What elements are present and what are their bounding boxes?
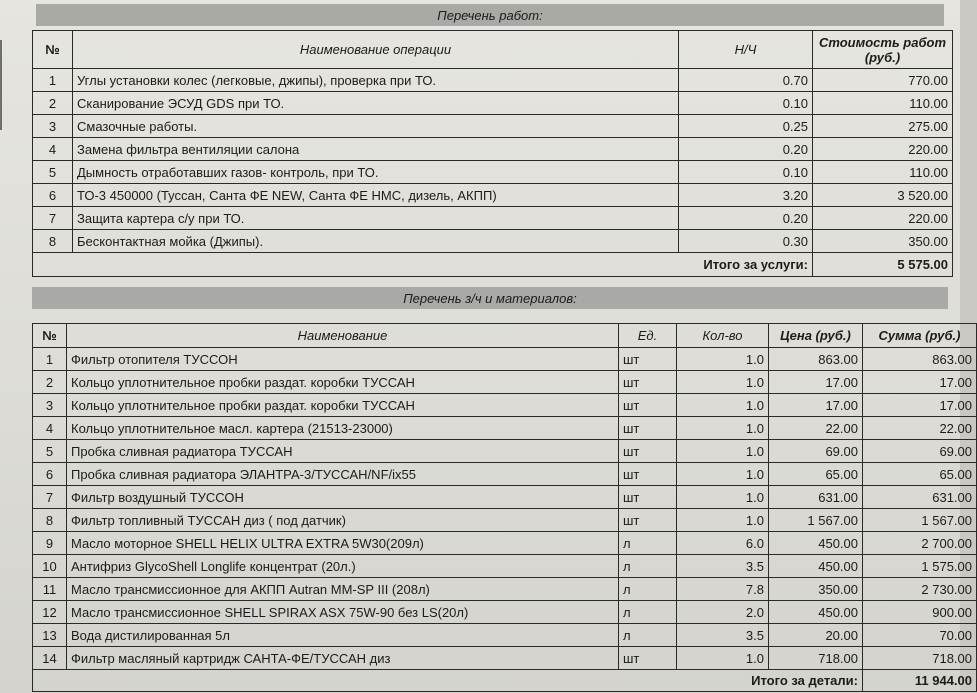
parts-row-name: Масло трансмиссионное для АКПП Autran MM-SP III (208л) xyxy=(67,578,619,601)
parts-row-unit: л xyxy=(619,578,677,601)
parts-row-price: 863.00 xyxy=(769,348,863,371)
parts-row-name: Кольцо уплотнительное масл. картера (21513-23000) xyxy=(67,417,619,440)
parts-row-num: 10 xyxy=(33,555,67,578)
parts-row-sum: 900.00 xyxy=(863,601,977,624)
parts-header-name: Наименование xyxy=(67,324,619,348)
works-row-num: 8 xyxy=(33,230,73,253)
parts-row xyxy=(33,371,977,394)
works-header-num: № xyxy=(33,31,73,69)
parts-row-num: 13 xyxy=(33,624,67,647)
works-row-cost: 110.00 xyxy=(813,92,953,115)
works-row-name: Дымность отработавших газов- контроль, при ТО. xyxy=(73,161,679,184)
parts-row-qty: 3.5 xyxy=(677,555,769,578)
parts-row xyxy=(33,394,977,417)
parts-row-unit: шт xyxy=(619,486,677,509)
works-row xyxy=(33,230,953,253)
parts-row-name: Фильтр воздушный ТУССОН xyxy=(67,486,619,509)
parts-row-qty: 1.0 xyxy=(677,463,769,486)
works-row-num: 3 xyxy=(33,115,73,138)
works-header-hours: Н/Ч xyxy=(679,31,813,69)
parts-row xyxy=(33,555,977,578)
parts-row-num: 8 xyxy=(33,509,67,532)
parts-row-unit: шт xyxy=(619,647,677,670)
parts-row-num: 2 xyxy=(33,371,67,394)
parts-row xyxy=(33,348,977,371)
works-row-cost: 275.00 xyxy=(813,115,953,138)
works-row xyxy=(33,207,953,230)
parts-row xyxy=(33,624,977,647)
parts-header-unit: Ед. xyxy=(619,324,677,348)
works-row-cost: 770.00 xyxy=(813,69,953,92)
parts-row-sum: 22.00 xyxy=(863,417,977,440)
parts-row-unit: шт xyxy=(619,463,677,486)
works-section-title xyxy=(36,4,944,26)
parts-row-num: 9 xyxy=(33,532,67,555)
parts-header-price: Цена (руб.) xyxy=(769,324,863,348)
parts-row-price: 22.00 xyxy=(769,417,863,440)
works-row-hours: 0.10 xyxy=(679,92,813,115)
page-edge-marks xyxy=(0,40,8,130)
parts-row-name: Фильтр топливный ТУССАН диз ( под датчик) xyxy=(67,509,619,532)
parts-header-qty: Кол-во xyxy=(677,324,769,348)
works-row-num: 5 xyxy=(33,161,73,184)
works-row-hours: 0.20 xyxy=(679,138,813,161)
parts-row xyxy=(33,647,977,670)
parts-row xyxy=(33,532,977,555)
parts-row-num: 6 xyxy=(33,463,67,486)
works-row xyxy=(33,115,953,138)
works-row-hours: 0.30 xyxy=(679,230,813,253)
parts-row-sum: 69.00 xyxy=(863,440,977,463)
parts-row-qty: 1.0 xyxy=(677,440,769,463)
parts-row-price: 69.00 xyxy=(769,440,863,463)
parts-total-value: 11 944.00 xyxy=(863,670,977,692)
parts-row-sum: 2 700.00 xyxy=(863,532,977,555)
works-header-name: Наименование операции xyxy=(73,31,679,69)
parts-row-sum: 1 567.00 xyxy=(863,509,977,532)
parts-row-name: Фильтр отопителя ТУССОН xyxy=(67,348,619,371)
parts-row-qty: 2.0 xyxy=(677,601,769,624)
works-row-name: Бесконтактная мойка (Джипы). xyxy=(73,230,679,253)
parts-row-name: Фильтр масляный картридж САНТА-ФЕ/ТУССАН диз xyxy=(67,647,619,670)
works-header-row xyxy=(33,31,953,69)
parts-row-sum: 17.00 xyxy=(863,371,977,394)
parts-row-qty: 1.0 xyxy=(677,647,769,670)
parts-row-sum: 2 730.00 xyxy=(863,578,977,601)
works-total-label: Итого за услуги: xyxy=(33,253,813,277)
works-row-cost: 3 520.00 xyxy=(813,184,953,207)
parts-row-unit: шт xyxy=(619,440,677,463)
parts-row-unit: шт xyxy=(619,417,677,440)
parts-row-qty: 3.5 xyxy=(677,624,769,647)
parts-header-sum: Сумма (руб.) xyxy=(863,324,977,348)
parts-row-unit: шт xyxy=(619,371,677,394)
parts-row-name: Масло моторное SHELL HELIX ULTRA EXTRA 5W30(209л) xyxy=(67,532,619,555)
parts-row-price: 20.00 xyxy=(769,624,863,647)
parts-row-price: 450.00 xyxy=(769,555,863,578)
parts-row-num: 12 xyxy=(33,601,67,624)
parts-row-sum: 718.00 xyxy=(863,647,977,670)
parts-row xyxy=(33,509,977,532)
parts-row-num: 3 xyxy=(33,394,67,417)
parts-row-sum: 65.00 xyxy=(863,463,977,486)
works-total-row xyxy=(33,253,953,277)
parts-row-unit: л xyxy=(619,601,677,624)
works-row xyxy=(33,161,953,184)
works-row-num: 2 xyxy=(33,92,73,115)
works-row-name: Сканирование ЭСУД GDS при ТО. xyxy=(73,92,679,115)
parts-table xyxy=(32,323,977,692)
parts-row xyxy=(33,463,977,486)
parts-row-price: 631.00 xyxy=(769,486,863,509)
works-row-cost: 220.00 xyxy=(813,138,953,161)
parts-row-sum: 1 575.00 xyxy=(863,555,977,578)
parts-row-qty: 6.0 xyxy=(677,532,769,555)
parts-total-row xyxy=(33,670,977,692)
parts-row xyxy=(33,486,977,509)
parts-row-name: Антифриз GlycoShell Longlife концентрат (20л.) xyxy=(67,555,619,578)
parts-row-name: Масло трансмиссионное SHELL SPIRAX ASX 75W-90 без LS(20л) xyxy=(67,601,619,624)
parts-row-unit: шт xyxy=(619,394,677,417)
parts-row-unit: шт xyxy=(619,509,677,532)
works-row-cost: 220.00 xyxy=(813,207,953,230)
parts-row-sum: 631.00 xyxy=(863,486,977,509)
works-row xyxy=(33,92,953,115)
works-row-num: 7 xyxy=(33,207,73,230)
works-row xyxy=(33,184,953,207)
parts-row-sum: 17.00 xyxy=(863,394,977,417)
works-row-name: Замена фильтра вентиляции салона xyxy=(73,138,679,161)
works-total-value: 5 575.00 xyxy=(813,253,953,277)
works-row-num: 4 xyxy=(33,138,73,161)
parts-row xyxy=(33,578,977,601)
works-row-hours: 0.25 xyxy=(679,115,813,138)
parts-row-price: 17.00 xyxy=(769,371,863,394)
parts-row-price: 17.00 xyxy=(769,394,863,417)
parts-row-num: 1 xyxy=(33,348,67,371)
works-row-hours: 3.20 xyxy=(679,184,813,207)
parts-row-price: 718.00 xyxy=(769,647,863,670)
parts-row xyxy=(33,417,977,440)
parts-row-num: 7 xyxy=(33,486,67,509)
parts-row-num: 11 xyxy=(33,578,67,601)
parts-row-num: 14 xyxy=(33,647,67,670)
parts-row-qty: 1.0 xyxy=(677,348,769,371)
parts-row-qty: 1.0 xyxy=(677,394,769,417)
parts-header-num: № xyxy=(33,324,67,348)
parts-section-title-text: Перечень з/ч и материалов: xyxy=(403,290,577,306)
parts-row-name: Пробка сливная радиатора ТУССАН xyxy=(67,440,619,463)
parts-row-price: 350.00 xyxy=(769,578,863,601)
works-row-hours: 0.20 xyxy=(679,207,813,230)
parts-total-label: Итого за детали: xyxy=(33,670,863,692)
parts-row-unit: л xyxy=(619,532,677,555)
parts-row-name: Кольцо уплотнительное пробки раздат. коробки ТУССАН xyxy=(67,394,619,417)
parts-row xyxy=(33,440,977,463)
parts-row xyxy=(33,601,977,624)
parts-header-row xyxy=(33,324,977,348)
parts-row-price: 450.00 xyxy=(769,532,863,555)
works-row xyxy=(33,69,953,92)
parts-row-qty: 1.0 xyxy=(677,509,769,532)
parts-section-title xyxy=(32,287,948,309)
works-table xyxy=(32,30,953,277)
parts-row-unit: шт xyxy=(619,348,677,371)
works-row-name: Смазочные работы. xyxy=(73,115,679,138)
works-header-cost: Стоимость работ (руб.) xyxy=(813,31,953,69)
parts-row-price: 450.00 xyxy=(769,601,863,624)
works-row xyxy=(33,138,953,161)
parts-row-sum: 70.00 xyxy=(863,624,977,647)
works-row-name: Углы установки колес (легковые, джипы), проверка при ТО. xyxy=(73,69,679,92)
parts-row-price: 1 567.00 xyxy=(769,509,863,532)
works-row-cost: 110.00 xyxy=(813,161,953,184)
parts-row-unit: л xyxy=(619,555,677,578)
parts-row-qty: 1.0 xyxy=(677,371,769,394)
parts-row-price: 65.00 xyxy=(769,463,863,486)
parts-row-qty: 1.0 xyxy=(677,417,769,440)
parts-row-unit: л xyxy=(619,624,677,647)
parts-row-name: Пробка сливная радиатора ЭЛАНТРА-3/ТУССАН/NF/ix55 xyxy=(67,463,619,486)
works-row-num: 6 xyxy=(33,184,73,207)
works-row-hours: 0.70 xyxy=(679,69,813,92)
works-section-title-text: Перечень работ: xyxy=(437,7,543,23)
parts-row-qty: 1.0 xyxy=(677,486,769,509)
works-row-hours: 0.10 xyxy=(679,161,813,184)
works-row-cost: 350.00 xyxy=(813,230,953,253)
parts-row-qty: 7.8 xyxy=(677,578,769,601)
works-row-name: Защита картера с/у при ТО. xyxy=(73,207,679,230)
works-row-name: ТО-3 450000 (Туссан, Санта ФЕ NEW, Санта ФЕ НМС, дизель, АКПП) xyxy=(73,184,679,207)
parts-row-num: 4 xyxy=(33,417,67,440)
parts-row-name: Кольцо уплотнительное пробки раздат. коробки ТУССАН xyxy=(67,371,619,394)
parts-row-name: Вода дистилированная 5л xyxy=(67,624,619,647)
works-row-num: 1 xyxy=(33,69,73,92)
parts-row-sum: 863.00 xyxy=(863,348,977,371)
parts-row-num: 5 xyxy=(33,440,67,463)
